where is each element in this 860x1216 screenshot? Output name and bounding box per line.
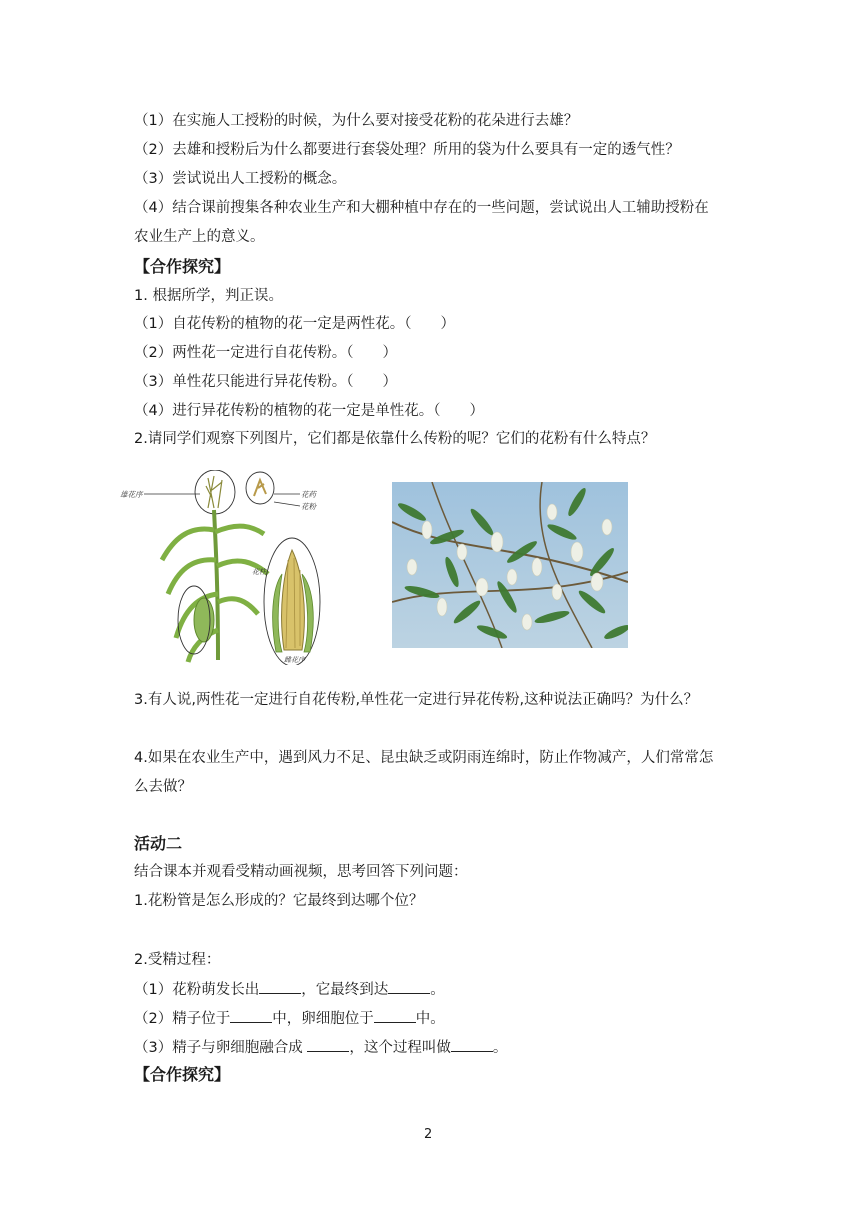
true-false-3: （3）单性花只能进行异花传粉。（ ） (134, 374, 397, 390)
willow-catkin-photo (392, 482, 628, 648)
judge-item-1: 1. 根据所学，判正误。 (134, 288, 283, 304)
answer-blank[interactable] (230, 1008, 272, 1023)
cooperative-inquiry-heading: 【合作探究】 (134, 257, 231, 276)
observe-item-2: 2.请同学们观察下列图片，它们都是依靠什么传粉的呢？它们的花粉有什么特点？ (134, 431, 656, 447)
fill-blank-2-text-b: 中，卵细胞位于 (272, 1011, 374, 1027)
question-item-4-line-2: 么去做？ (134, 779, 192, 795)
activity-two-intro: 结合课本并观看受精动画视频，思考回答下列问题： (134, 864, 468, 880)
cooperative-inquiry-heading-2: 【合作探究】 (134, 1065, 231, 1084)
stigma-label: 花柱 (252, 568, 266, 576)
fill-blank-3-text-c: 。 (492, 1040, 508, 1056)
male-inflorescence-label: 雄花序 (120, 490, 143, 499)
fill-blank-2-text-c: 中。 (415, 1011, 445, 1027)
answer-blank[interactable] (307, 1037, 349, 1052)
anther-callout (246, 472, 274, 504)
corn-plant-diagram (118, 470, 328, 665)
question-item-4-line-1: 4.如果在农业生产中，遇到风力不足、昆虫缺乏或阴雨连绵时，防止作物减产，人们常常怎 (134, 750, 714, 766)
question-4-line-1: （4）结合课前搜集各种农业生产和大棚种植中存在的一些问题，尝试说出人工辅助授粉在 (134, 200, 709, 216)
question-item-3: 3.有人说,两性花一定进行自花传粉,单性花一定进行异花传粉,这种说法正确吗？为什么？ (134, 692, 699, 708)
fill-blank-3-text-a: （3）精子与卵细胞融合成 (134, 1040, 308, 1056)
corn-ear (282, 550, 305, 650)
page-number: 2 (424, 1127, 433, 1142)
question-4-line-2: 农业生产上的意义。 (134, 229, 265, 245)
fill-blank-1-text-c: 。 (430, 982, 445, 998)
fill-blank-1 (134, 979, 445, 1000)
true-false-4: （4）进行异花传粉的植物的花一定是单性花。（ ） (134, 403, 484, 419)
question-1: （1）在实施人工授粉的时候，为什么要对接受花粉的花朵进行去雄？ (134, 113, 579, 129)
question-2: （2）去雄和授粉后为什么都要进行套袋处理？所用的袋为什么要具有一定的透气性？ (134, 142, 680, 158)
true-false-2: （2）两性花一定进行自花传粉。（ ） (134, 345, 397, 361)
true-false-1: （1）自花传粉的植物的花一定是两性花。（ ） (134, 316, 455, 332)
fill-blank-2 (134, 1008, 445, 1029)
answer-blank[interactable] (451, 1037, 493, 1052)
fill-blank-1-text-a: （1）花粉萌发长出 (134, 982, 260, 998)
fill-blank-2-text-a: （2）精子位于 (134, 1011, 231, 1027)
pollen-label: 花粉 (301, 502, 316, 511)
activity-two-question-2: 2.受精过程： (134, 952, 221, 968)
fill-blank-3 (134, 1037, 507, 1058)
fill-blank-3-text-b: ，这个过程叫做 (349, 1040, 451, 1056)
female-inflorescence-label: 雌花序 (284, 656, 305, 664)
activity-two-heading: 活动二 (134, 834, 183, 853)
male-flower-callout (195, 470, 235, 514)
activity-two-question-1: 1.花粉管是怎么形成的？它最终到达哪个位？ (134, 893, 424, 909)
answer-blank[interactable] (259, 979, 301, 994)
answer-blank[interactable] (374, 1008, 416, 1023)
anther-label: 花药 (301, 490, 316, 499)
answer-blank[interactable] (388, 979, 430, 994)
question-3: （3）尝试说出人工授粉的概念。 (134, 171, 347, 187)
fill-blank-1-text-b: ，它最终到达 (301, 982, 389, 998)
